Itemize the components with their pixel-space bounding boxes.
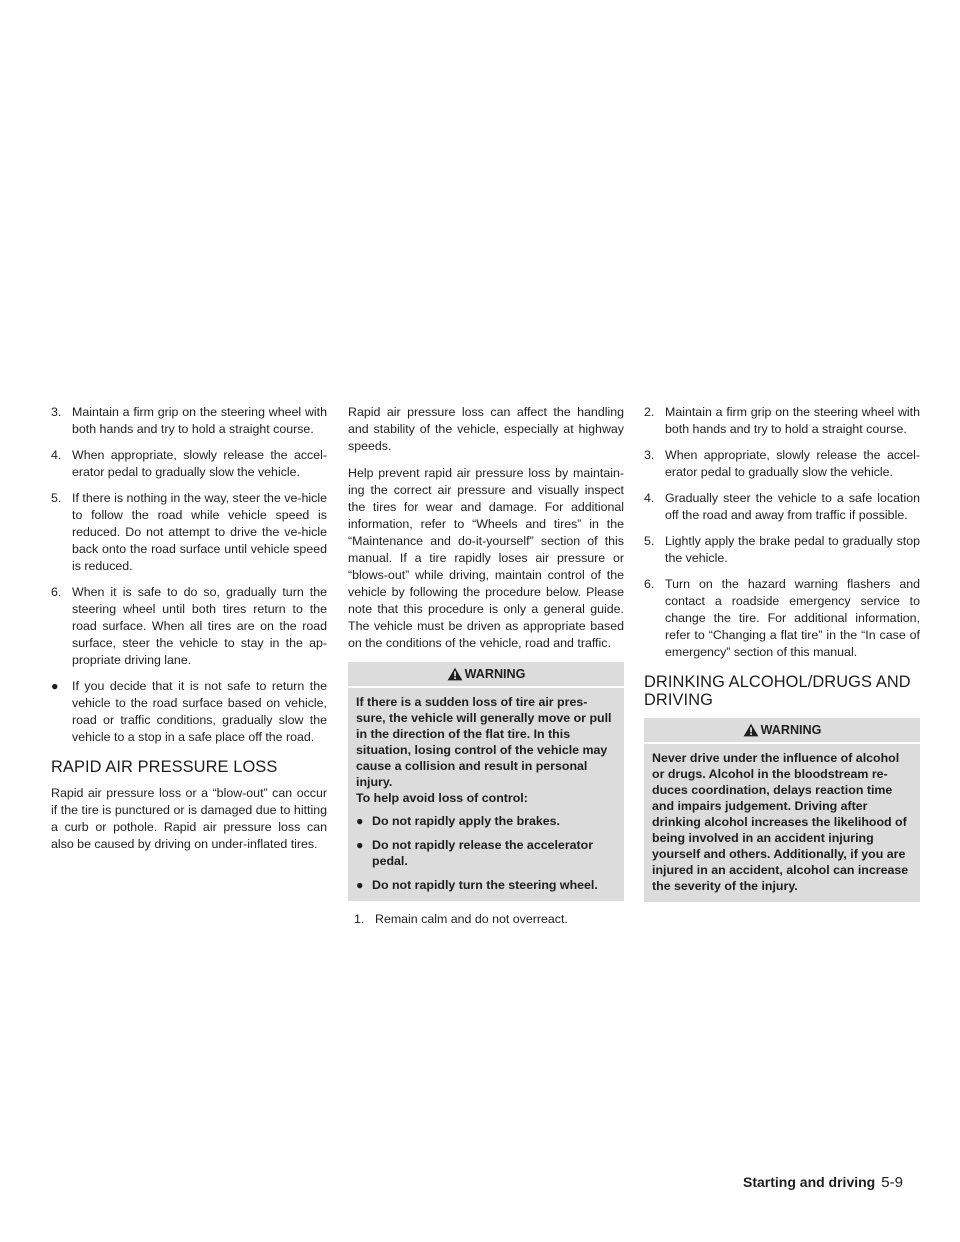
list-item: 3. When appropriate, slowly release the accel-erator pedal to gradually slow the vehicle.: [644, 448, 920, 479]
list-item: 6. Turn on the hazard warning flashers and contact a roadside emergency service to change the tire. For additional information, refer to “Changing a flat tire” in the “In case of emergency” section of this manual.: [644, 577, 920, 659]
warning-label: WARNING: [760, 723, 822, 737]
list-item: 5. If there is nothing in the way, steer the ve-hicle to follow the road while vehicle speed is reduced. Do not attempt to drive the ve-hicle back onto the road surface until vehicle speed is reduced.: [51, 491, 327, 573]
procedure-list-1: [51, 404, 327, 746]
warning-triangle-icon: [447, 667, 463, 681]
column-2: [348, 404, 624, 937]
section-heading-drinking-alcohol: DRINKING ALCOHOL/DRUGS AND DRIVING: [644, 673, 911, 709]
section-heading-rapid-air-pressure-loss: RAPID AIR PRESSURE LOSS: [51, 758, 278, 776]
list-item: ● Do not rapidly release the accelerator pedal.: [356, 838, 594, 868]
list-item: ● If you decide that it is not safe to return the vehicle to the road surface based on vehicle, road or traffic conditions, gradually slow the vehicle to a stop in a safe place off the road.: [51, 679, 327, 744]
warning-text: If there is a sudden loss of tire air pres-sure, the vehicle will generally move or pull in the direction of the flat tire. In this situation, losing control of the vehicle may cause a collision and result in personal injury.: [356, 695, 612, 789]
page-footer: [743, 1174, 903, 1191]
list-item: ● Do not rapidly apply the brakes.: [356, 814, 560, 828]
list-item: 1. Remain calm and do not overreact.: [354, 912, 568, 926]
paragraph: Help prevent rapid air pressure loss by maintain-ing the correct air pressure and visually inspect the tires for wear and damage. For additional information, refer to “Wheels and tires” in the “Maintenance and do-it-yourself” section of this manual. If a tire rapidly loses air pressure or “blows-out” while driving, maintain control of the vehicle by following the procedure below. Please note that this procedure is only a general guide. The vehicle must be driven as appropriate based on the conditions of the vehicle, road and traffic.: [348, 466, 624, 650]
list-item: 4. When appropriate, slowly release the accel-erator pedal to gradually slow the vehicle.: [51, 448, 327, 479]
page-number: 5-9: [881, 1174, 903, 1191]
procedure-list-2: [348, 911, 624, 928]
list-item: 5. Lightly apply the brake pedal to gradually stop the vehicle.: [644, 534, 920, 565]
list-item: 3. Maintain a firm grip on the steering wheel with both hands and try to hold a straight course.: [51, 405, 327, 436]
warning-box-tire: [348, 662, 624, 901]
paragraph: Rapid air pressure loss can affect the handling and stability of the vehicle, especially at highway speeds.: [348, 405, 624, 453]
warning-bullets: [356, 813, 616, 893]
warning-text: Never drive under the influence of alcohol or drugs. Alcohol in the bloodstream re-duces coordination, delays reaction time and impairs judgement. Driving after drinking alcohol increases the likelihood of being involved in an accident injuring yourself and others. Additionally, if you are injured in an accident, alcohol can increase the severity of the injury.: [652, 751, 909, 893]
footer-section-title: Starting and driving: [743, 1174, 876, 1190]
paragraph: Rapid air pressure loss or a “blow-out” can occur if the tire is punctured or is damaged due to hitting a curb or pothole. Rapid air pressure loss can also be caused by driving on under-inflated tires.: [51, 786, 327, 851]
warning-header: [644, 718, 920, 744]
list-item: 4. Gradually steer the vehicle to a safe location off the road and away from traffic if possible.: [644, 491, 920, 522]
warning-label: WARNING: [464, 667, 526, 681]
warning-subhead: To help avoid loss of control:: [356, 791, 528, 805]
warning-triangle-icon: [743, 723, 759, 737]
list-item: 6. When it is safe to do so, gradually turn the steering wheel until both tires return to the road surface. When all tires are on the road surface, steer the vehicle to stay in the ap-propriate driving lane.: [51, 585, 327, 667]
procedure-list-3: [644, 404, 920, 661]
warning-box-alcohol: [644, 718, 920, 902]
column-1: [51, 404, 327, 863]
list-item: ● Do not rapidly turn the steering wheel.: [356, 878, 598, 892]
warning-body: [644, 744, 920, 902]
column-3: [644, 404, 920, 912]
list-item: 2. Maintain a firm grip on the steering wheel with both hands and try to hold a straight course.: [644, 405, 920, 436]
warning-header: [348, 662, 624, 688]
warning-body: [348, 688, 624, 901]
